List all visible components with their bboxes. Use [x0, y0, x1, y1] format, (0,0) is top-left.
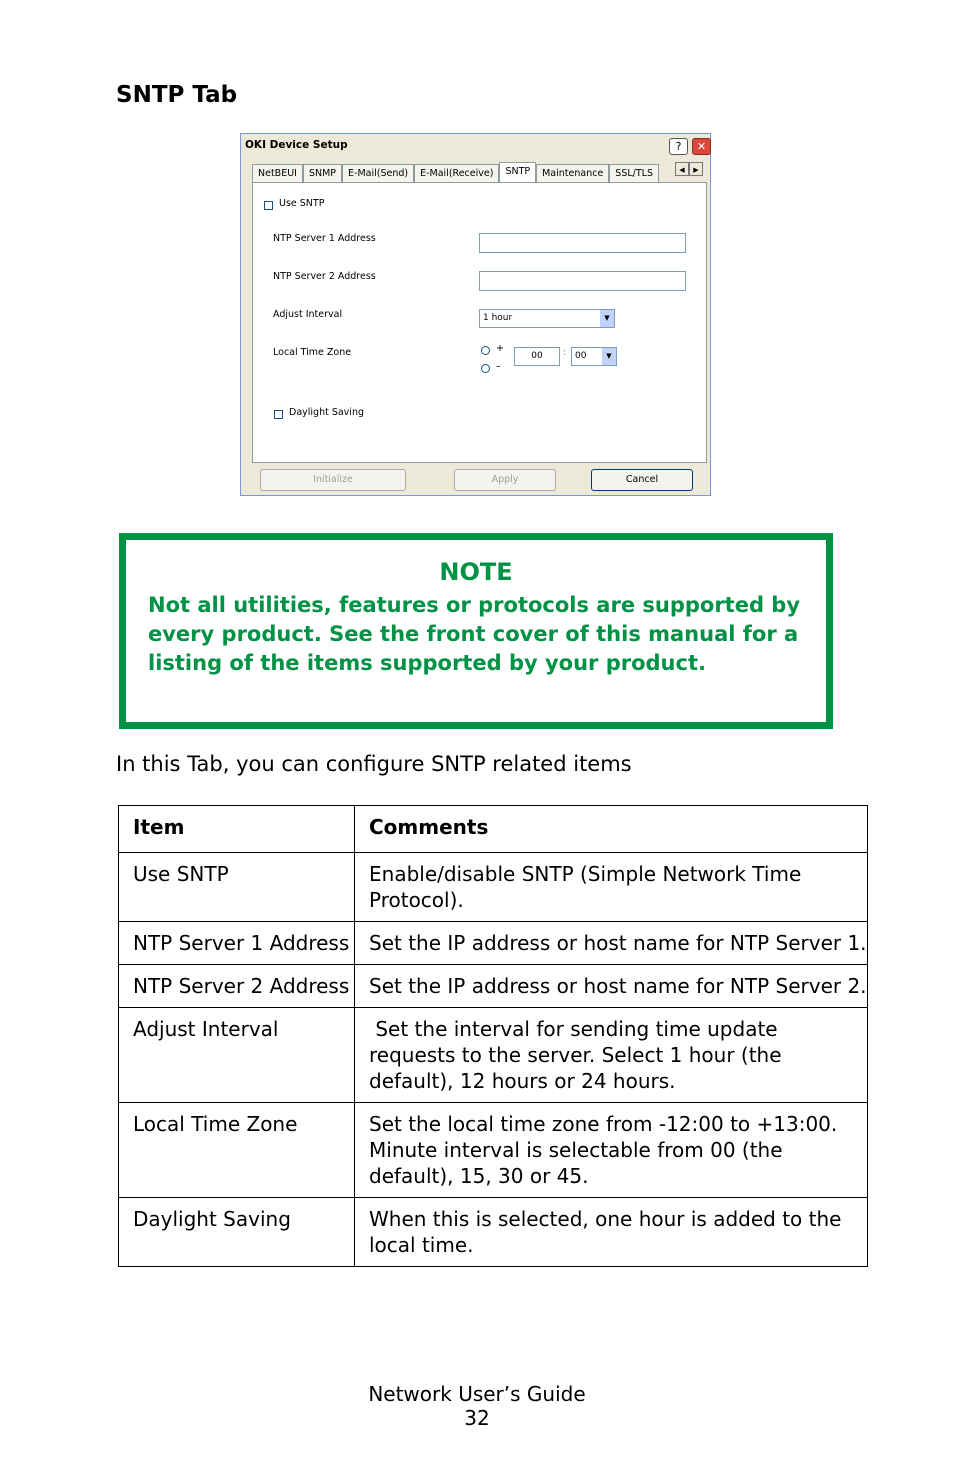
table-row — [119, 1103, 868, 1198]
section-heading: SNTP Tab — [116, 82, 238, 108]
tab-sntp[interactable]: SNTP — [499, 162, 536, 183]
oki-device-setup-dialog — [240, 133, 711, 496]
use-sntp-label: Use SNTP — [279, 198, 325, 209]
tab-netbeui[interactable]: NetBEUI — [252, 164, 303, 183]
tab-snmp[interactable]: SNMP — [303, 164, 342, 183]
row-item: Local Time Zone — [119, 1103, 355, 1198]
comments-table — [118, 805, 868, 1267]
tz-hours-input[interactable]: 00 — [514, 347, 560, 366]
sntp-panel — [252, 182, 707, 463]
table-row — [119, 1198, 868, 1267]
tz-minus-label: – — [496, 361, 501, 372]
tab-strip — [252, 162, 659, 182]
daylight-saving-checkbox[interactable] — [274, 410, 283, 419]
header-item: Item — [119, 806, 355, 853]
row-comment: Set the local time zone from -12:00 to +13:00. Minute interval is selectable from 00 (the default), 15, 30 or 45. — [355, 1103, 868, 1198]
row-comment: When this is selected, one hour is added to the local time. — [355, 1198, 868, 1267]
table-row — [119, 853, 868, 922]
row-item: Daylight Saving — [119, 1198, 355, 1267]
page-footer — [0, 1382, 954, 1430]
chevron-down-icon: ▼ — [600, 310, 614, 327]
row-comment: Enable/disable SNTP (Simple Network Time Protocol). — [355, 853, 868, 922]
footer-title: Network User’s Guide — [368, 1382, 586, 1406]
note-text: Not all utilities, features or protocols are supported by every product. See the front cover of this manual for a listing of the items supported by your product. — [148, 593, 801, 675]
tz-minutes-select[interactable] — [571, 347, 617, 366]
tab-scroll-right-icon[interactable]: ▶ — [689, 162, 703, 176]
note-title: NOTE — [439, 558, 513, 586]
header-comments: Comments — [355, 806, 868, 853]
page-number: 32 — [464, 1406, 490, 1430]
tab-email-receive[interactable]: E-Mail(Receive) — [414, 164, 499, 183]
row-item: NTP Server 1 Address — [119, 922, 355, 965]
ntp-server-1-label: NTP Server 1 Address — [273, 233, 376, 244]
tz-plus-radio[interactable] — [481, 346, 490, 355]
tz-separator: : — [563, 347, 567, 358]
tab-scroll — [675, 162, 703, 176]
adjust-interval-label: Adjust Interval — [273, 309, 343, 320]
row-item: NTP Server 2 Address — [119, 965, 355, 1008]
row-comment: Set the IP address or host name for NTP Server 1. — [355, 922, 868, 965]
row-comment: Set the IP address or host name for NTP Server 2. — [355, 965, 868, 1008]
row-comment: Set the interval for sending time update requests to the server. Select 1 hour (the default), 12 hours or 24 hours. — [355, 1008, 868, 1103]
ntp-server-2-input[interactable] — [479, 271, 686, 291]
chevron-down-icon: ▼ — [602, 348, 616, 365]
cancel-button[interactable]: Cancel — [591, 469, 693, 491]
tz-minutes-value: 00 — [575, 351, 587, 361]
intro-text: In this Tab, you can configure SNTP related items — [116, 752, 632, 776]
apply-button[interactable]: Apply — [454, 469, 556, 491]
row-item: Adjust Interval — [119, 1008, 355, 1103]
table-header-row — [119, 806, 868, 853]
dialog-title: OKI Device Setup — [245, 139, 348, 151]
tz-plus-label: + — [496, 343, 504, 354]
adjust-interval-select[interactable] — [479, 309, 615, 328]
row-item: Use SNTP — [119, 853, 355, 922]
tab-email-send[interactable]: E-Mail(Send) — [342, 164, 414, 183]
table-row — [119, 1008, 868, 1103]
note-box — [119, 533, 833, 729]
local-time-zone-label: Local Time Zone — [273, 347, 352, 358]
help-button[interactable]: ? — [669, 138, 688, 155]
tz-minus-radio[interactable] — [481, 364, 490, 373]
tab-maintenance[interactable]: Maintenance — [536, 164, 609, 183]
ntp-server-1-input[interactable] — [479, 233, 686, 253]
tab-ssl-tls[interactable]: SSL/TLS — [609, 164, 659, 183]
daylight-saving-label: Daylight Saving — [289, 407, 364, 418]
initialize-button[interactable]: Initialize — [260, 469, 406, 491]
close-button[interactable]: ✕ — [692, 138, 711, 155]
tab-scroll-left-icon[interactable]: ◀ — [675, 162, 689, 176]
adjust-interval-value: 1 hour — [483, 313, 513, 323]
ntp-server-2-label: NTP Server 2 Address — [273, 271, 376, 282]
table-row — [119, 965, 868, 1008]
table-row — [119, 922, 868, 965]
use-sntp-checkbox[interactable] — [264, 201, 273, 210]
